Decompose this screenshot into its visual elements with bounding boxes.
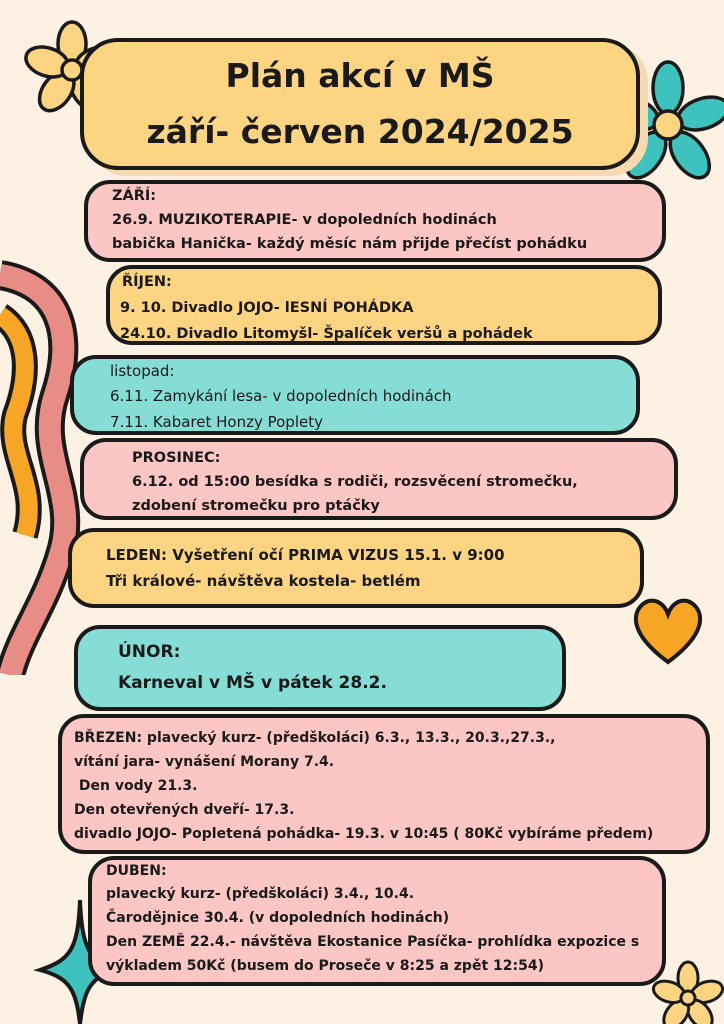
month-card-prosinec	[80, 438, 678, 520]
event-line: zdobení stromečku pro ptáčky	[132, 498, 380, 514]
event-line: Den ZEMĚ 22.4.- návštěva Ekostanice Pasíčka- prohlídka expozice s	[106, 934, 640, 950]
month-heading: ZÁŘÍ:	[112, 188, 157, 204]
event-line: plavecký kurz- (předškoláci) 3.4., 10.4.	[106, 886, 415, 902]
event-line: 6.12. od 15:00 besídka s rodiči, rozsvěcení stromečku,	[132, 474, 578, 490]
event-line: výkladem 50Kč (busem do Proseče v 8:25 a zpět 12:54)	[106, 958, 544, 974]
event-line: Den otevřených dveří- 17.3.	[74, 802, 295, 818]
month-heading: PROSINEC:	[132, 450, 221, 466]
month-heading: DUBEN:	[106, 863, 167, 879]
event-line: 7.11. Kabaret Honzy Poplety	[110, 413, 323, 431]
event-line: Tři králové- návštěva kostela- betlém	[106, 572, 421, 590]
event-line: babička Hanička- každý měsíc nám přijde přečíst pohádku	[112, 236, 588, 252]
month-heading: ŘÍJEN:	[122, 274, 172, 290]
month-heading: listopad:	[110, 362, 175, 380]
event-line: 9. 10. Divadlo JOJO- lESNÍ POHÁDKA	[120, 300, 414, 316]
page-subtitle: září- červen 2024/2025	[146, 112, 574, 151]
event-line: divadlo JOJO- Popletená pohádka- 19.3. v 10:45 ( 80Kč vybíráme předem)	[74, 826, 654, 842]
month-card-duben	[88, 856, 666, 986]
event-line: 26.9. MUZIKOTERAPIE- v dopoledních hodinách	[112, 212, 497, 228]
event-line: Den vody 21.3.	[74, 778, 198, 794]
title-banner	[80, 38, 640, 170]
event-line: vítání jara- vynášení Morany 7.4.	[74, 754, 335, 770]
event-line: 24.10. Divadlo Litomyšl- Špalíček veršů a pohádek	[120, 326, 533, 342]
month-card-leden	[68, 528, 644, 608]
event-line: LEDEN: Vyšetření očí PRIMA VIZUS 15.1. v 9:00	[106, 546, 505, 564]
event-line: 6.11. Zamykání lesa- v dopoledních hodinách	[110, 387, 452, 405]
month-card-brezen	[58, 714, 710, 854]
event-line: BŘEZEN: plavecký kurz- (předškoláci) 6.3., 13.3., 20.3.,27.3.,	[74, 730, 556, 746]
month-card-zari	[84, 180, 666, 262]
month-card-unor	[74, 625, 566, 711]
event-line: Karneval v MŠ v pátek 28.2.	[118, 673, 387, 693]
event-line: Čarodějnice 30.4. (v dopoledních hodinách)	[106, 910, 450, 926]
wave-decoration	[0, 255, 90, 675]
month-heading: ÚNOR:	[118, 642, 181, 662]
month-card-rijen	[106, 265, 662, 345]
heart-icon	[628, 590, 708, 670]
month-card-listopad	[70, 355, 640, 435]
page-title: Plán akcí v MŠ	[225, 56, 495, 95]
